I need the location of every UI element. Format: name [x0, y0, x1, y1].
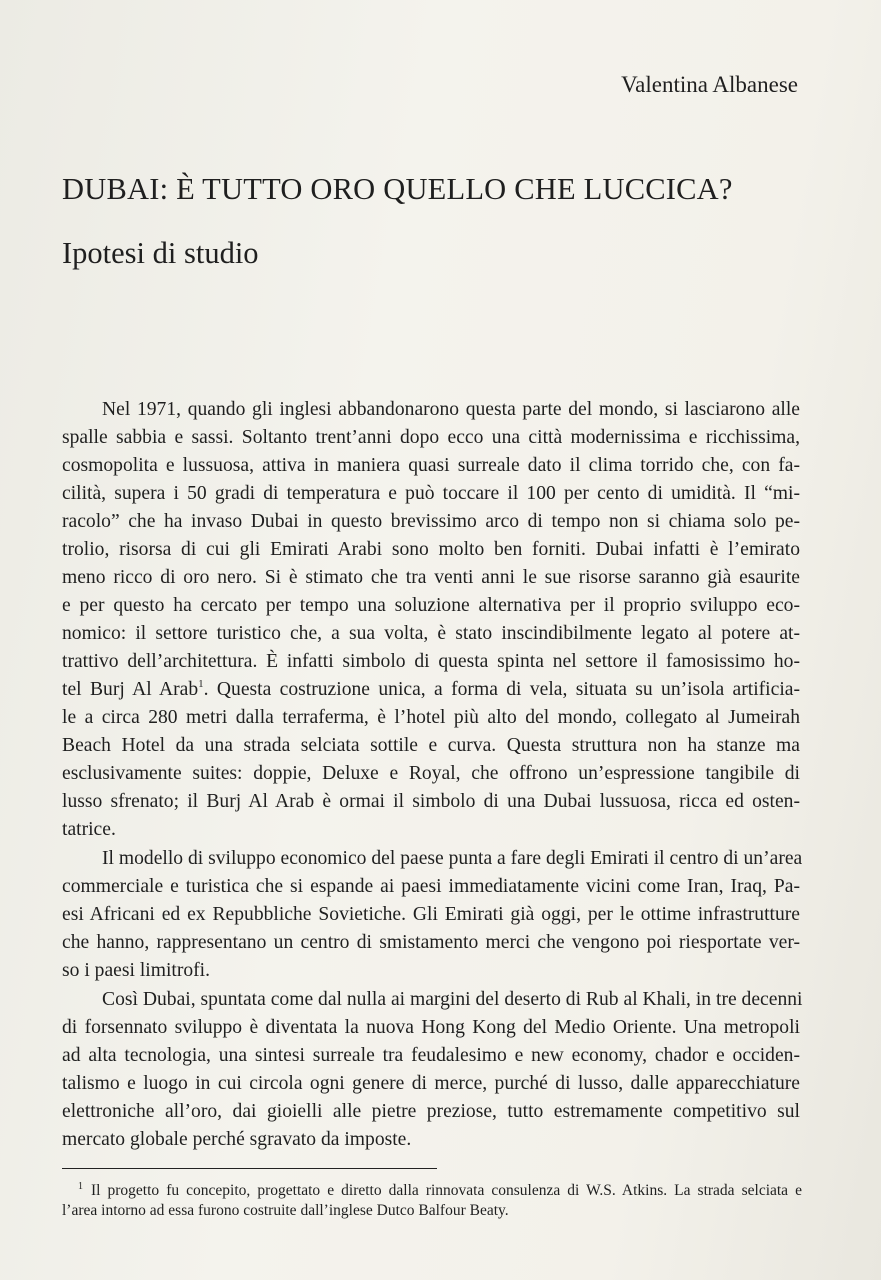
- text-line: cosmopolita e lussuosa, attiva in maniera quasi surreale dato il clima torrido che, con fa-: [62, 455, 800, 476]
- paragraph: [62, 986, 803, 1154]
- text-line: tatrice.: [62, 819, 116, 840]
- text-line: che hanno, rappresentano un centro di smistamento merci che vengono poi riesportate ver-: [62, 932, 800, 953]
- text-line: cilità, supera i 50 gradi di temperatura e può toccare il 100 per cento di umidità. Il “mi-: [62, 483, 800, 504]
- text-line: trolio, risorsa di cui gli Emirati Arabi sono molto ben forniti. Dubai infatti è l’emirato: [62, 539, 800, 560]
- text-line: elettroniche all’oro, dai gioielli alle pietre preziose, tutto estremamente competitivo sul: [62, 1101, 800, 1122]
- text-segment: tel Burj Al Arab: [62, 679, 199, 700]
- text-line: trattivo dell’architettura. È infatti simbolo di questa spinta nel settore il famosissimo ho-: [62, 651, 800, 672]
- body-text: [62, 396, 803, 1155]
- author-name: Valentina Albanese: [621, 72, 798, 97]
- text-line: Beach Hotel da una strada selciata sottile e curva. Questa struttura non ha stanze ma: [62, 735, 800, 756]
- text-line: so i paesi limitrofi.: [62, 960, 211, 981]
- text-line: meno ricco di oro nero. Si è stimato che tra venti anni le sue risorse saranno già esaurite: [62, 567, 800, 588]
- text-line: [62, 676, 800, 704]
- text-line: Nel 1971, quando gli inglesi abbandonarono questa parte del mondo, si lasciarono alle: [102, 399, 800, 420]
- text-line: nomico: il settore turistico che, a sua volta, è stato inscindibilmente legato al potere at-: [62, 623, 800, 644]
- footnote-line: l’area intorno ad essa furono costruite dall’inglese Dutco Balfour Beaty.: [62, 1202, 509, 1219]
- text-line: Il modello di sviluppo economico del paese punta a fare degli Emirati il centro di un’area: [102, 848, 803, 869]
- text-line: le a circa 280 metri dalla terraferma, è l’hotel più alto del mondo, collegato al Jumeirah: [62, 707, 800, 728]
- text-line: spalle sabbia e sassi. Soltanto trent’anni dopo ecco una città modernissima e ricchissima,: [62, 427, 800, 448]
- footnote-number: 1: [78, 1181, 83, 1192]
- footnote-reference[interactable]: 1: [198, 678, 204, 690]
- footnote-divider: [62, 1168, 437, 1169]
- text-line: talismo e luogo in cui circola ogni genere di merce, purché di lusso, dalle apparecchiature: [62, 1073, 800, 1094]
- text-line: racolo” che ha invaso Dubai in questo brevissimo arco di tempo non si chiama solo pe-: [62, 511, 800, 532]
- text-line: ad alta tecnologia, una sintesi surreale tra feudalesimo e new economy, chador e occiden-: [62, 1045, 800, 1066]
- chapter-title: DUBAI: È TUTTO ORO QUELLO CHE LUCCICA?: [62, 172, 733, 206]
- text-segment: . Questa costruzione unica, a forma di vela, situata su un’isola artificia-: [203, 679, 800, 700]
- footnote-text: Il progetto fu concepito, progettato e diretto dalla rinnovata consulenza di W.S. Atkins. La strada selciata e: [91, 1182, 802, 1199]
- paragraph: [62, 845, 803, 985]
- text-line: esi Africani ed ex Repubbliche Sovietiche. Gli Emirati già oggi, per le ottime infrastrutture: [62, 904, 800, 925]
- text-line: mercato globale perché sgravato da imposte.: [62, 1129, 412, 1150]
- footnote-line: [62, 1181, 802, 1201]
- text-line: lusso sfrenato; il Burj Al Arab è ormai il simbolo di una Dubai lussuosa, ricca ed osten-: [62, 791, 800, 812]
- footnote: [62, 1181, 802, 1221]
- text-line: e per questo ha cercato per tempo una soluzione alternativa per il proprio sviluppo eco-: [62, 595, 800, 616]
- paragraph: [62, 396, 800, 844]
- text-line: Così Dubai, spuntata come dal nulla ai margini del deserto di Rub al Khali, in tre decenni: [102, 989, 803, 1010]
- text-line: di forsennato sviluppo è diventata la nuova Hong Kong del Medio Oriente. Una metropoli: [62, 1017, 800, 1038]
- chapter-subtitle: Ipotesi di studio: [62, 236, 259, 270]
- text-line: commerciale e turistica che si espande ai paesi immediatamente vicini come Iran, Iraq, Pa-: [62, 876, 800, 897]
- text-line: esclusivamente suites: doppie, Deluxe e Royal, che offrono un’espressione tangibile di: [62, 763, 800, 784]
